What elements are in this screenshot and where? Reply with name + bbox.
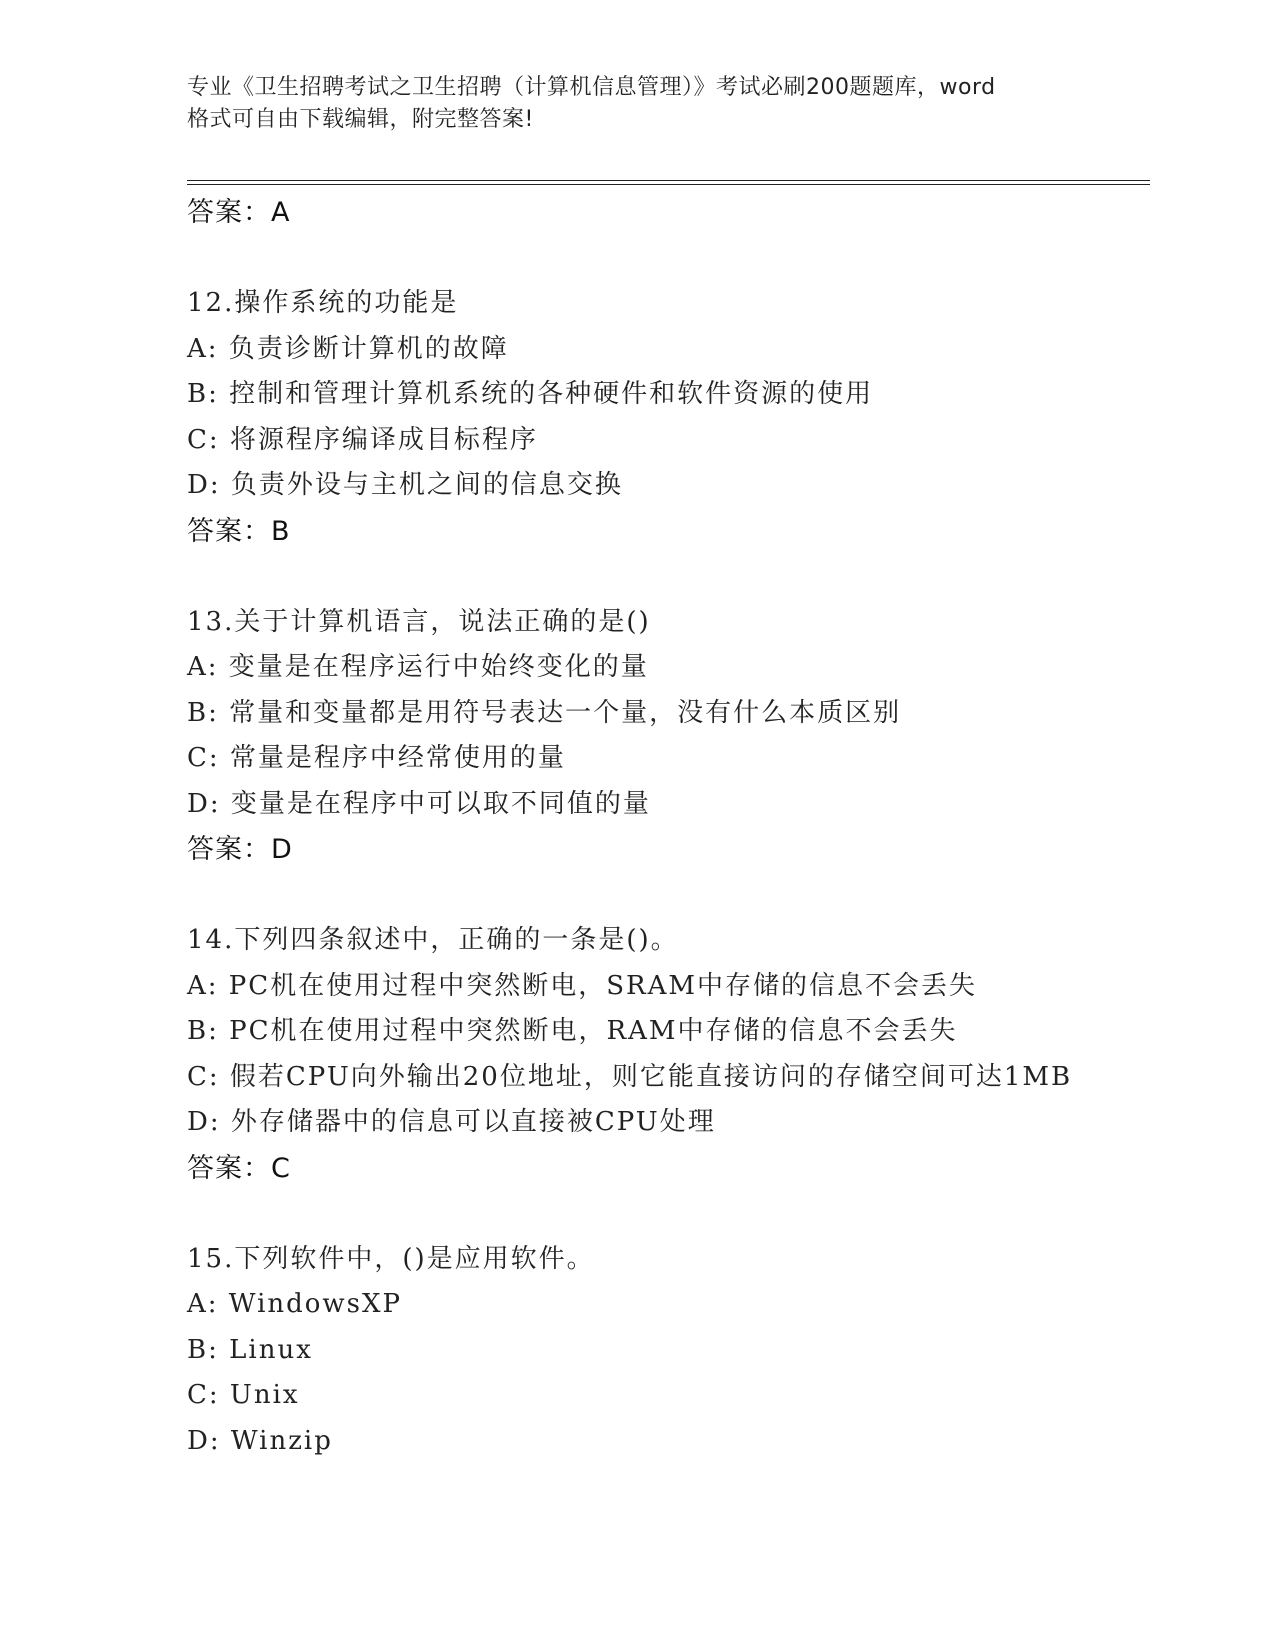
- header-rule-top: [187, 180, 1150, 181]
- answer-line: 答案：B: [187, 515, 291, 547]
- option-b: B: PC机在使用过程中突然断电，RAM中存储的信息不会丢失: [187, 1016, 958, 1046]
- spacer: [187, 236, 1147, 282]
- header-line-2: 格式可自由下载编辑，附完整答案!: [187, 107, 534, 132]
- spacer: [187, 873, 1147, 919]
- option-b: B: Linux: [187, 1334, 313, 1365]
- option-b: B: 常量和变量都是用符号表达一个量，没有什么本质区别: [187, 697, 902, 728]
- spacer: [187, 1191, 1147, 1237]
- page-header: [187, 72, 1097, 136]
- question-title: 12.操作系统的功能是: [187, 288, 459, 318]
- option-c: C: 常量是程序中经常使用的量: [187, 743, 566, 773]
- question-title: 13.关于计算机语言，说法正确的是(): [187, 606, 651, 637]
- answer-line: 答案：D: [187, 834, 293, 865]
- spacer: [187, 554, 1147, 600]
- option-c: C: 假若CPU向外输出20位地址，则它能直接访问的存储空间可达1MB: [187, 1061, 1073, 1092]
- question-block: [187, 600, 1147, 873]
- question-block: [187, 1237, 1147, 1465]
- question-block: [187, 281, 1147, 554]
- question-title: 15.下列软件中，()是应用软件。: [187, 1243, 595, 1274]
- option-c: C: Unix: [187, 1380, 300, 1410]
- option-d: D: 变量是在程序中可以取不同值的量: [187, 788, 651, 819]
- option-c: C: 将源程序编译成目标程序: [187, 424, 538, 455]
- option-a: A: PC机在使用过程中突然断电，SRAM中存储的信息不会丢失: [187, 970, 977, 1001]
- option-a: A: WindowsXP: [187, 1289, 403, 1319]
- option-b: B: 控制和管理计算机系统的各种硬件和软件资源的使用: [187, 379, 874, 409]
- header-rule-bottom: [187, 184, 1150, 185]
- document-body: [187, 190, 1147, 1464]
- header-line-1: 专业《卫生招聘考试之卫生招聘（计算机信息管理）》考试必刷200题题库，word: [187, 75, 996, 100]
- question-title: 14.下列四条叙述中，正确的一条是()。: [187, 925, 679, 955]
- option-a: A: 负责诊断计算机的故障: [187, 333, 509, 364]
- question-block: [187, 918, 1147, 1191]
- option-d: D: Winzip: [187, 1425, 333, 1456]
- option-d: D: 外存储器中的信息可以直接被CPU处理: [187, 1107, 716, 1137]
- option-a: A: 变量是在程序运行中始终变化的量: [187, 652, 649, 682]
- option-d: D: 负责外设与主机之间的信息交换: [187, 470, 623, 500]
- answer-line: 答案：C: [187, 1152, 291, 1184]
- answer-line: 答案：A: [187, 197, 291, 228]
